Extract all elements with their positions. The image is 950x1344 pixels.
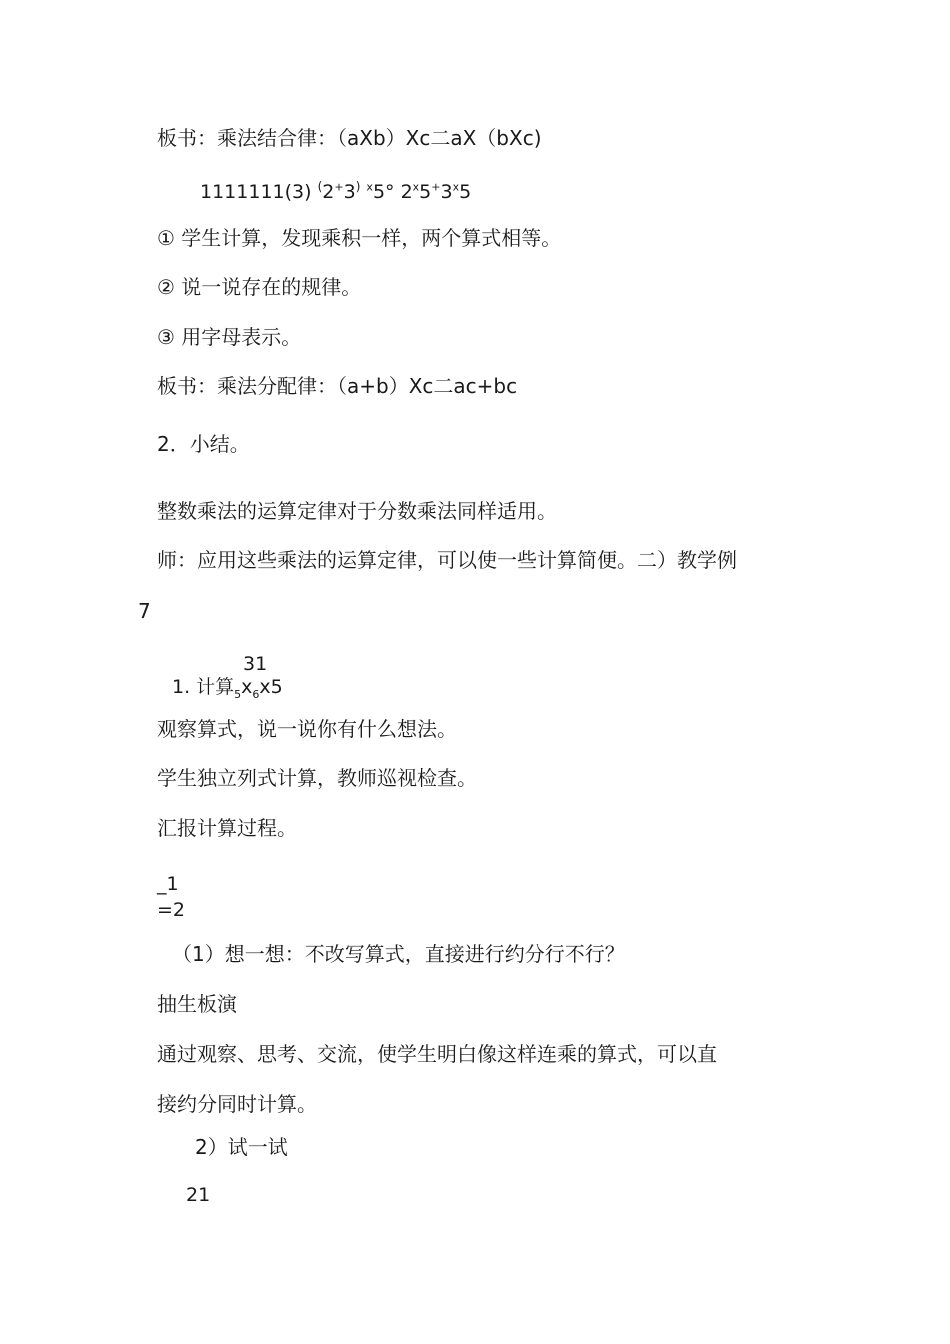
calc-line	[172, 675, 283, 699]
think-line: （1）想一想：不改写算式，直接进行约分行不行？	[172, 942, 625, 966]
result-fraction-top: _1	[157, 873, 179, 895]
formula-paren-3: (3)	[284, 181, 312, 203]
explanation-line-1: 通过观察、思考、交流，使学生明白像这样连乘的算式，可以直	[157, 1042, 717, 1066]
observe-line: 观察算式，说一说你有什么想法。	[157, 717, 457, 741]
formula-five: 5	[419, 181, 432, 203]
calc-x5: x5	[259, 676, 283, 698]
formula-digits: 1111111	[200, 181, 285, 203]
fraction-numerators: 31	[243, 653, 268, 675]
formula-plus-2: +	[431, 180, 441, 194]
calc-denom-5: 5	[234, 687, 242, 701]
formula-times-2: x	[412, 180, 420, 194]
teacher-line: 师：应用这些乘法的运算定律，可以使一些计算简便。二）教学例	[157, 548, 737, 572]
example-number: 7	[138, 599, 151, 623]
calc-denom-6: 6	[252, 687, 260, 701]
result-fraction-bottom: =2	[157, 899, 186, 921]
formula-plus: +	[334, 180, 344, 194]
calc-x: x	[241, 676, 253, 698]
summary-text: 整数乘法的运算定律对于分数乘法同样适用。	[157, 499, 557, 523]
summary-heading: 2．小结。	[157, 432, 250, 456]
step-1: ① 学生计算，发现乘积一样，两个算式相等。	[157, 226, 562, 250]
formula-three: 3	[343, 181, 356, 203]
blackboard-distributive-law: 板书：乘法分配律：（a+b）Xc二ac+bc	[157, 374, 518, 398]
formula-five-deg: 5° 2	[372, 181, 413, 203]
try-numerators: 21	[186, 1184, 211, 1206]
formula-five-2: 5	[459, 181, 472, 203]
formula-line	[200, 180, 471, 204]
calc-label: 1. 计算	[172, 676, 235, 698]
formula-times-3: x	[452, 180, 460, 194]
independent-calc-line: 学生独立列式计算，教师巡视检查。	[157, 766, 477, 790]
formula-open-paren: (	[317, 179, 323, 194]
blackboard-associative-law: 板书：乘法结合律：（aXb）Xc二aX（bXc)	[157, 126, 542, 150]
explanation-line-2: 接约分同时计算。	[157, 1092, 317, 1116]
board-demo-line: 抽生板演	[157, 992, 237, 1016]
report-line: 汇报计算过程。	[157, 816, 297, 840]
formula-three-2: 3	[440, 181, 453, 203]
try-heading: 2）试一试	[195, 1135, 288, 1159]
step-3: ③ 用字母表示。	[157, 325, 302, 349]
formula-close-paren: )	[355, 179, 361, 194]
step-2: ② 说一说存在的规律。	[157, 275, 362, 299]
formula-times: x	[366, 180, 373, 194]
formula-two: 2	[322, 181, 335, 203]
